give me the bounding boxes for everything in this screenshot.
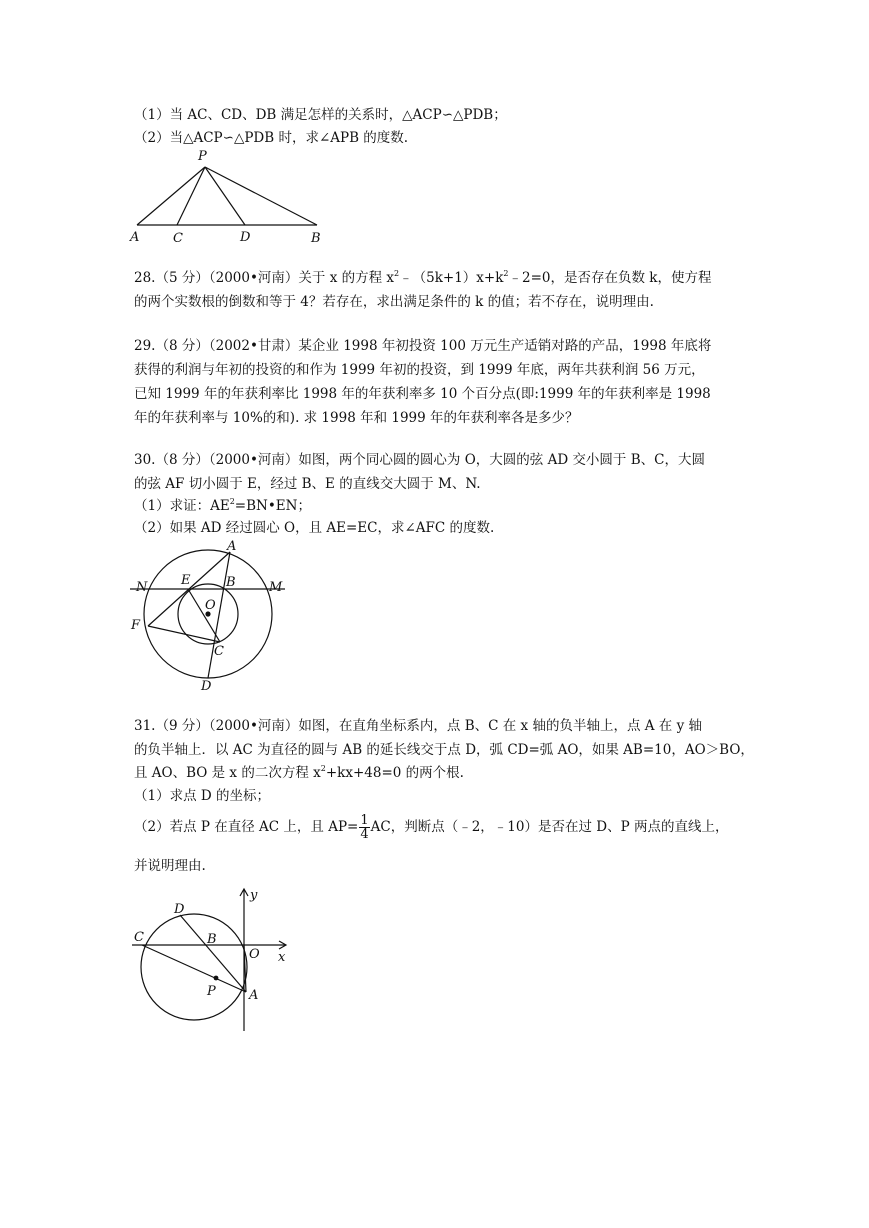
label-y: y (250, 888, 258, 903)
q31-part1: （1）求点 D 的坐标； (134, 788, 270, 804)
q30-part1: （1）求证：$AE^2=BN•EN$； (134, 497, 311, 514)
q31-coordinate-figure (128, 885, 303, 1035)
label-B: B (207, 932, 217, 947)
q29-line3: 已知 1999 年的年获利率比 1998 年的年获利率多 10 个百分点(即:1999 年的年获利率是 1998 (134, 386, 711, 402)
q31-line1: 31.（9 分）（2000•河南）如图，在直角坐标系内，点 B、C 在 x 轴的负半轴上，点 A 在 y 轴 (134, 718, 702, 734)
q31-part2-continued: 并说明理由. (134, 858, 206, 874)
label-P: P (207, 984, 216, 999)
q31-line3: 且 AO、BO 是 x 的二次方程 $x^2+kx+48=0$ 的两个根. (134, 764, 464, 781)
q29-line2: 获得的利润与年初的投资的和作为 1999 年初的投资，到 1999 年底，两年共获利润 56 万元， (134, 362, 705, 378)
q30-line2: 的弦 AF 切小圆于 E，经过 B、E 的直线交大圆于 M、N. (134, 476, 481, 492)
label-x: x (278, 950, 286, 965)
label-M: M (269, 580, 283, 595)
label-C: C (173, 231, 183, 246)
label-B: B (226, 575, 236, 590)
label-C: C (134, 930, 144, 945)
label-D: D (240, 230, 251, 245)
q27-part1: （1）当 AC、CD、DB 满足怎样的关系时，△ACP∽△PDB； (134, 107, 507, 123)
q28-line2: 的两个实数根的倒数和等于 4？若存在，求出满足条件的 k 的值；若不存在，说明理由. (134, 294, 654, 310)
q30-concentric-circles-figure (128, 540, 288, 700)
q29-line1: 29.（8 分）（2002•甘肃）某企业 1998 年初投资 100 万元生产适销对路的产品，1998 年底将 (134, 338, 712, 354)
label-C: C (214, 644, 224, 659)
q30-line1: 30.（8 分）（2000•河南）如图，两个同心圆的圆心为 O，大圆的弦 AD 交小圆于 B、C，大圆 (134, 452, 705, 468)
label-A: A (249, 988, 259, 1003)
label-A: A (227, 539, 237, 554)
label-O: O (205, 598, 216, 613)
q27-part2: （2）当△ACP∽△PDB 时，求∠APB 的度数. (134, 130, 409, 146)
label-D: D (201, 679, 212, 694)
label-A: A (130, 230, 140, 245)
q29-line4: 年的年获利率与 10%的和). 求 1998 年和 1999 年的年获利率各是多少？ (134, 410, 579, 426)
q28-line1: 28.（5 分）（2000•河南）关于 x 的方程 $x^2﹣(5k+1)x+k^2﹣2=0$，是否存在负数 k，使方程 (134, 269, 712, 286)
label-N: N (136, 580, 148, 595)
q31-line2: 的负半轴上．以 AC 为直径的圆与 AB 的延长线交于点 D，弧 CD=弧 AO，如果 AB=10，AO＞BO， (134, 742, 754, 758)
label-E: E (181, 573, 191, 588)
label-F: F (131, 618, 141, 633)
label-O: O (249, 947, 260, 962)
fraction-one-quarter: $\frac{1}{4}$ (360, 813, 369, 842)
q27-triangle-figure (125, 145, 335, 245)
label-B: B (311, 231, 321, 246)
label-P: P (198, 149, 207, 164)
q31-part2: （2）若点 P 在直径 AC 上，且 AP= $\frac{1}{4}$ AC，判断点（﹣2，﹣10）是否在过 D、P 两点的直线上， (134, 813, 729, 842)
q30-part2: （2）如果 AD 经过圆心 O，且 AE=EC，求∠AFC 的度数. (134, 520, 495, 536)
label-D: D (174, 902, 185, 917)
